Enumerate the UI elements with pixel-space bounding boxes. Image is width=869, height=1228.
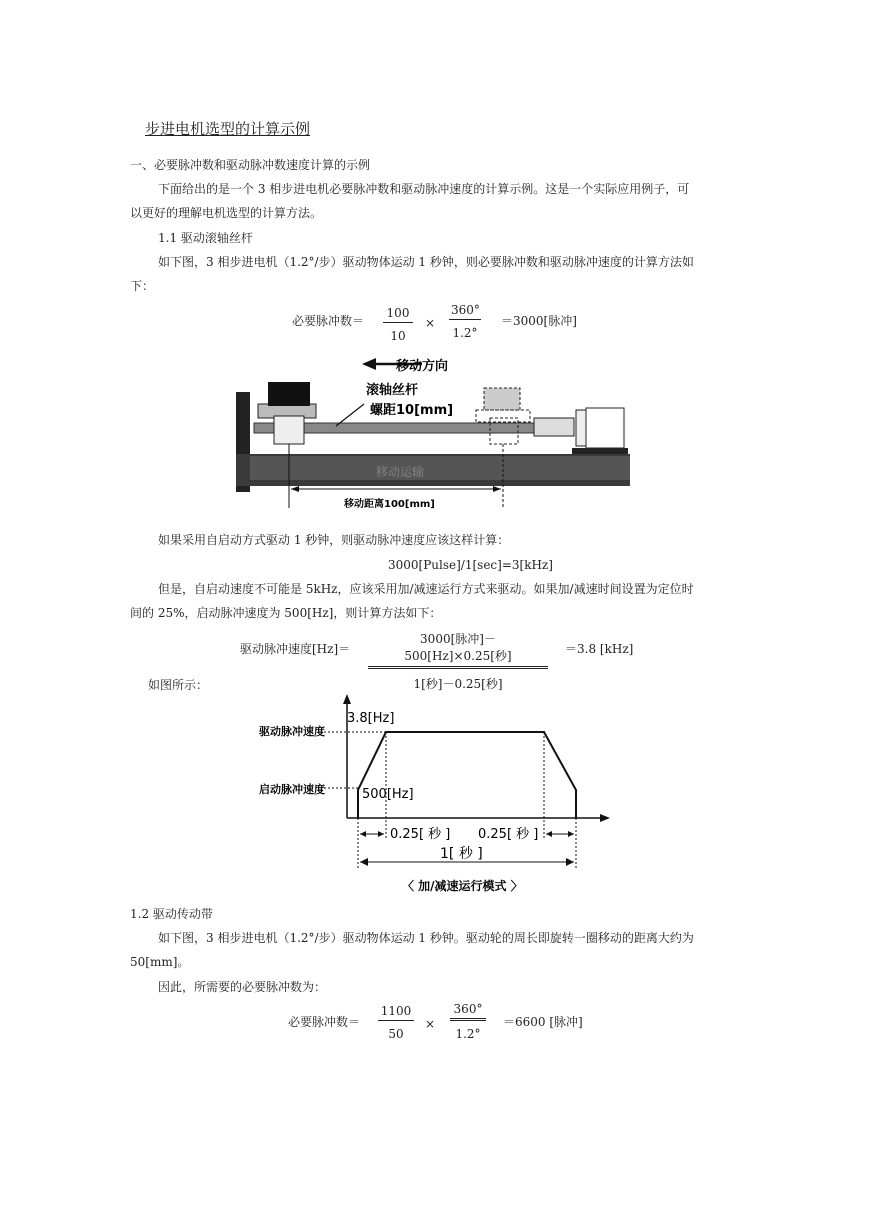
- denominator: 1.2°: [452, 326, 478, 340]
- therefore-text: 因此，所需要的必要脉冲数为：: [158, 980, 327, 994]
- formula3-fraction-2: [450, 1002, 486, 1041]
- numerator: 360°: [449, 303, 481, 320]
- page-title: 步进电机选型的计算示例: [145, 120, 311, 138]
- subsection2-desc-line1: 如下图，3 相步进电机（1.2°/步）驱动物体运动 1 秒钟。驱动轮的周长即旋转一圈移动的距离大约为: [158, 931, 694, 945]
- base-label: 移动运输: [376, 465, 425, 479]
- pitch-label: 螺距10[mm]: [370, 403, 454, 418]
- self-start-text: 如果采用自启动方式驱动 1 秒钟，则驱动脉冲速度应该这样计算：: [158, 533, 510, 547]
- formula2-label: 驱动脉冲速度[Hz]＝: [240, 642, 351, 656]
- formula3-label: 必要脉冲数＝: [288, 1015, 361, 1029]
- low-value-label: 500[Hz]: [362, 787, 414, 802]
- distance-label: 移动距离100[mm]: [344, 499, 435, 510]
- times-sign: ×: [425, 1017, 436, 1031]
- intro-paragraph-line1: 下面给出的是一个 3 相步进电机必要脉冲数和驱动脉冲速度的计算示例。这是一个实际应用例子，可: [158, 182, 690, 196]
- however-line2: 间的 25%，启动脉冲速度为 500[Hz]，则计算方法如下：: [130, 606, 442, 620]
- numerator: 100: [383, 306, 413, 323]
- chart-caption: 〈 加/减速运行模式 〉: [402, 879, 523, 893]
- self-start-formula: 3000[Pulse]/1[sec]=3[kHz]: [388, 558, 553, 572]
- times-sign: ×: [425, 316, 436, 330]
- subsection-heading-1-2: 1.2 驱动传动带: [130, 907, 213, 921]
- numerator: 1100: [378, 1004, 414, 1021]
- start-speed-label: 启动脉冲速度: [259, 783, 325, 796]
- accel-decel-figure: [254, 690, 614, 898]
- formula3-fraction-1: [378, 1004, 414, 1041]
- high-value-label: 3.8[Hz]: [347, 711, 395, 726]
- total-time-label: 1[ 秒 ]: [440, 846, 483, 862]
- denominator: 1.2°: [455, 1027, 481, 1041]
- as-shown-text: 如图所示：: [148, 678, 209, 692]
- denominator: 1[秒]－0.25[秒]: [413, 677, 503, 691]
- subsection-desc-line1: 如下图，3 相步进电机（1.2°/步）驱动物体运动 1 秒钟，则必要脉冲数和驱动脉冲速度的计算方法如: [158, 255, 694, 269]
- subsection-heading-1-1: 1.1 驱动滚轴丝杆: [158, 231, 253, 245]
- formula2-fraction: [368, 630, 548, 692]
- formula-label: 必要脉冲数＝: [292, 314, 365, 328]
- decel-time-label: 0.25[ 秒 ]: [478, 827, 539, 842]
- denominator: 10: [390, 329, 406, 343]
- subsection2-desc-line2: 50[mm]。: [130, 955, 190, 969]
- drive-speed-label: 驱动脉冲速度: [259, 725, 325, 738]
- formula-result: ＝3000[脉冲]: [501, 314, 577, 328]
- ball-screw-figure: [236, 352, 634, 514]
- however-line1: 但是，自启动速度不可能是 5kHz，应该采用加/减速运行方式来驱动。如果加/减速时间设置为定位时: [158, 582, 694, 596]
- formula-fraction-2: [449, 303, 481, 340]
- formula3-result: ＝6600 [脉冲]: [503, 1015, 583, 1029]
- direction-label: 移动方向: [396, 359, 449, 374]
- screw-label: 滚轴丝杆: [366, 383, 419, 398]
- numerator: 360°: [450, 1002, 486, 1021]
- intro-paragraph-line2: 以更好的理解电机选型的计算方法。: [130, 206, 323, 220]
- numerator: 3000[脉冲]－500[Hz]×0.25[秒]: [368, 630, 548, 669]
- denominator: 50: [388, 1027, 404, 1041]
- subsection-desc-line2: 下：: [130, 279, 155, 293]
- formula2-result: ＝3.8 [kHz]: [565, 642, 634, 656]
- formula-fraction-1: [383, 306, 413, 343]
- section-heading: 一、必要脉冲数和驱动脉冲数速度计算的示例: [130, 158, 371, 172]
- accel-time-label: 0.25[ 秒 ]: [390, 827, 451, 842]
